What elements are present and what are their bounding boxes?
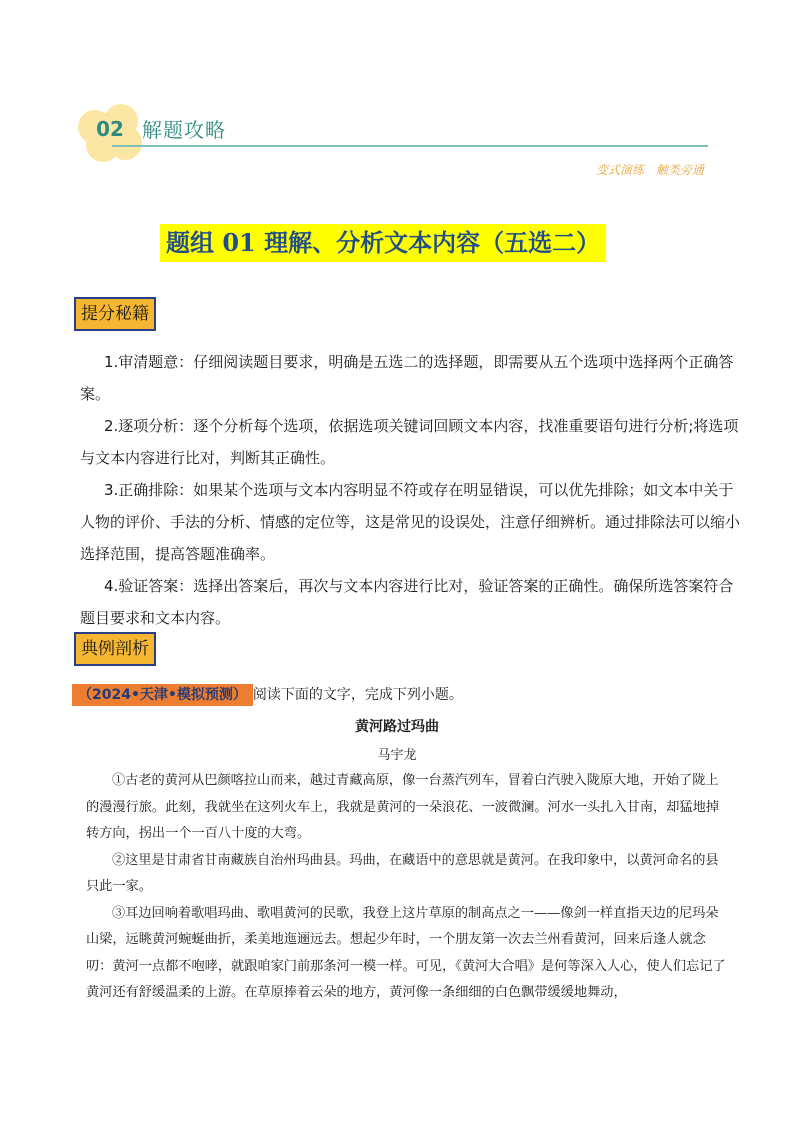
tip-item: 1.审清题意：仔细阅读题目要求，明确是五选二的选择题，即需要从五个选项中选择两个正确答案。 — [80, 353, 734, 403]
example-instruction: 阅读下面的文字，完成下列小题。 — [252, 687, 463, 703]
source-tag: （2024•天津•模拟预测） — [72, 684, 253, 706]
header-divider — [112, 145, 708, 147]
passage-body — [86, 768, 726, 1007]
section-title: 解题攻略 — [142, 118, 226, 142]
tip-item: 4.验证答案：选择出答案后，再次与文本内容进行比对，验证答案的正确性。确保所选答案符合题目要求和文本内容。 — [80, 577, 734, 627]
passage-paragraph: ①古老的黄河从巴颜喀拉山而来，越过青藏高原，像一台蒸汽列车，冒着白汽驶入陇原大地，开始了陇上的漫漫行旅。此刻，我就坐在这列火车上，我就是黄河的一朵浪花、一波微澜。河水一头扎入甘南，却猛地掉转方向，拐出一个一百八十度的大弯。 — [86, 773, 719, 841]
example-source-row — [72, 684, 463, 706]
example-box-label: 典例剖析 — [74, 632, 156, 666]
section-badge — [78, 100, 138, 160]
tip-item: 2.逐项分析：逐个分析每个选项，依据选项关键词回顾文本内容，找准重要语句进行分析;将选项与文本内容进行比对，判断其正确性。 — [80, 417, 739, 467]
passage-author: 马宇龙 — [377, 748, 417, 763]
tips-list — [80, 346, 740, 634]
passage-paragraph: ②这里是甘肃省甘南藏族自治州玛曲县。玛曲，在藏语中的意思就是黄河。在我印象中，以黄河命名的县只此一家。 — [86, 852, 719, 894]
passage-title: 黄河路过玛曲 — [355, 719, 439, 735]
section-subtitle: 变式演练 触类旁通 — [596, 163, 704, 177]
tip-item: 3.正确排除：如果某个选项与文本内容明显不符或存在明显错误，可以优先排除；如文本中关于人物的评价、手法的分析、情感的定位等，这是常见的设误处，注意仔细辨析。通过排除法可以缩小选择范围，提高答题准确率。 — [80, 481, 741, 563]
section-number: 02 — [96, 117, 124, 141]
group-title: 题组 01 理解、分析文本内容（五选二） — [160, 224, 606, 262]
tips-box-label: 提分秘籍 — [74, 297, 156, 331]
passage-paragraph: ③耳边回响着歌唱玛曲、歌唱黄河的民歌，我登上这片草原的制高点之一——像剑一样直指天边的尼玛朵山梁，远眺黄河蜿蜒曲折，柔美地迤逦远去。想起少年时，一个朋友第一次去兰州看黄河，回来后逢人就念叨：黄河一点都不咆哮，就跟咱家门前那条河一模一样。可见，《黄河大合唱》是何等深入人心，使人们忘记了黄河还有舒缓温柔的上游。在草原捧着云朵的地方，黄河像一条细细的白色飘带缓缓地舞动， — [86, 905, 726, 1000]
